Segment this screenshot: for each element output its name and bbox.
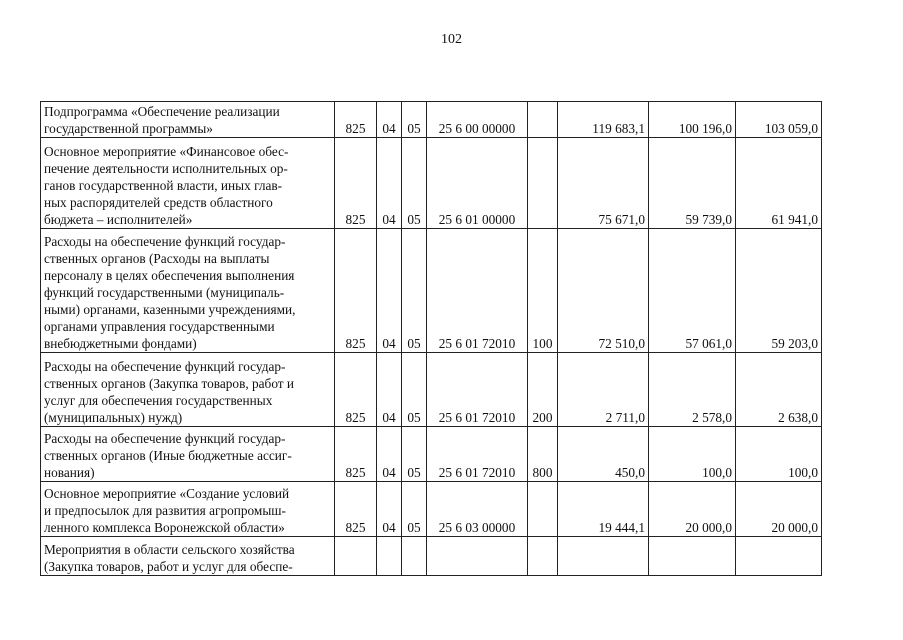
description-line: Основное мероприятие «Создание условий bbox=[44, 486, 290, 501]
expense-type-cell: 200 bbox=[528, 353, 558, 427]
table-row bbox=[41, 102, 822, 138]
amount-year3-cell: 100,0 bbox=[736, 427, 822, 482]
target-article-cell: 25 6 01 72010 bbox=[427, 427, 528, 482]
amount-year1-cell bbox=[558, 537, 649, 576]
amount-year2-cell: 20 000,0 bbox=[649, 482, 736, 537]
description-line: и предпосылок для развития агропромыш- bbox=[44, 503, 286, 518]
amount-year1-cell: 2 711,0 bbox=[558, 353, 649, 427]
amount-year3-cell: 2 638,0 bbox=[736, 353, 822, 427]
amount-year3-cell: 59 203,0 bbox=[736, 229, 822, 353]
expense-type-cell bbox=[528, 482, 558, 537]
description-cell bbox=[41, 427, 335, 482]
description-line: нования) bbox=[44, 465, 95, 480]
table-row bbox=[41, 427, 822, 482]
section-cell: 04 bbox=[377, 102, 402, 138]
amount-year2-cell: 59 739,0 bbox=[649, 138, 736, 229]
expense-type-cell bbox=[528, 138, 558, 229]
budget-table bbox=[40, 101, 822, 576]
description-line: ленного комплекса Воронежской области» bbox=[44, 520, 285, 535]
grbs-cell: 825 bbox=[335, 102, 377, 138]
section-cell: 04 bbox=[377, 138, 402, 229]
description-line: внебюджетными фондами) bbox=[44, 336, 197, 351]
section-cell bbox=[377, 537, 402, 576]
section-cell: 04 bbox=[377, 229, 402, 353]
description-line: Расходы на обеспечение функций государ- bbox=[44, 359, 286, 374]
target-article-cell: 25 6 00 00000 bbox=[427, 102, 528, 138]
grbs-cell: 825 bbox=[335, 482, 377, 537]
grbs-cell: 825 bbox=[335, 229, 377, 353]
description-cell bbox=[41, 138, 335, 229]
description-line: Мероприятия в области сельского хозяйства bbox=[44, 542, 295, 557]
table-row bbox=[41, 537, 822, 576]
page-number: 102 bbox=[441, 32, 462, 47]
table-row bbox=[41, 229, 822, 353]
target-article-cell: 25 6 01 00000 bbox=[427, 138, 528, 229]
amount-year3-cell: 103 059,0 bbox=[736, 102, 822, 138]
expense-type-cell bbox=[528, 537, 558, 576]
expense-type-cell: 800 bbox=[528, 427, 558, 482]
description-line: персоналу в целях обеспечения выполнения bbox=[44, 268, 295, 283]
expense-type-cell: 100 bbox=[528, 229, 558, 353]
amount-year1-cell: 72 510,0 bbox=[558, 229, 649, 353]
amount-year3-cell bbox=[736, 537, 822, 576]
description-cell bbox=[41, 353, 335, 427]
description-line: Подпрограмма «Обеспечение реализации bbox=[44, 104, 280, 119]
description-line: ганов государственной власти, иных глав- bbox=[44, 178, 283, 193]
description-line: Основное мероприятие «Финансовое обес- bbox=[44, 144, 289, 159]
description-line: ственных органов (Иные бюджетные ассиг- bbox=[44, 448, 292, 463]
section-cell: 04 bbox=[377, 482, 402, 537]
amount-year1-cell: 450,0 bbox=[558, 427, 649, 482]
grbs-cell: 825 bbox=[335, 353, 377, 427]
subsection-cell bbox=[402, 537, 427, 576]
description-line: печение деятельности исполнительных ор- bbox=[44, 161, 288, 176]
subsection-cell: 05 bbox=[402, 138, 427, 229]
expense-type-cell bbox=[528, 102, 558, 138]
description-line: ных распорядителей средств областного bbox=[44, 195, 273, 210]
amount-year2-cell bbox=[649, 537, 736, 576]
table-row bbox=[41, 353, 822, 427]
section-cell: 04 bbox=[377, 353, 402, 427]
target-article-cell: 25 6 01 72010 bbox=[427, 353, 528, 427]
description-line: услуг для обеспечения государственных bbox=[44, 393, 273, 408]
section-cell: 04 bbox=[377, 427, 402, 482]
amount-year2-cell: 100,0 bbox=[649, 427, 736, 482]
grbs-cell: 825 bbox=[335, 138, 377, 229]
subsection-cell: 05 bbox=[402, 353, 427, 427]
table-row bbox=[41, 482, 822, 537]
description-line: ственных органов (Закупка товаров, работ и bbox=[44, 376, 295, 391]
subsection-cell: 05 bbox=[402, 102, 427, 138]
grbs-cell: 825 bbox=[335, 427, 377, 482]
description-line: бюджета – исполнителей» bbox=[44, 212, 193, 227]
amount-year2-cell: 2 578,0 bbox=[649, 353, 736, 427]
description-cell bbox=[41, 102, 335, 138]
description-line: органами управления государственными bbox=[44, 319, 275, 334]
description-line: государственной программы» bbox=[44, 121, 213, 136]
description-line: Расходы на обеспечение функций государ- bbox=[44, 431, 286, 446]
description-line: (Закупка товаров, работ и услуг для обеспе- bbox=[44, 559, 293, 574]
amount-year3-cell: 20 000,0 bbox=[736, 482, 822, 537]
amount-year2-cell: 100 196,0 bbox=[649, 102, 736, 138]
target-article-cell bbox=[427, 537, 528, 576]
description-cell bbox=[41, 537, 335, 576]
subsection-cell: 05 bbox=[402, 427, 427, 482]
description-line: (муниципальных) нужд) bbox=[44, 410, 183, 425]
description-line: ственных органов (Расходы на выплаты bbox=[44, 251, 270, 266]
amount-year1-cell: 75 671,0 bbox=[558, 138, 649, 229]
amount-year2-cell: 57 061,0 bbox=[649, 229, 736, 353]
description-line: функций государственными (муниципаль- bbox=[44, 285, 285, 300]
description-line: ными) органами, казенными учреждениями, bbox=[44, 302, 296, 317]
description-cell bbox=[41, 482, 335, 537]
grbs-cell bbox=[335, 537, 377, 576]
description-cell bbox=[41, 229, 335, 353]
subsection-cell: 05 bbox=[402, 229, 427, 353]
amount-year3-cell: 61 941,0 bbox=[736, 138, 822, 229]
target-article-cell: 25 6 03 00000 bbox=[427, 482, 528, 537]
table-row bbox=[41, 138, 822, 229]
target-article-cell: 25 6 01 72010 bbox=[427, 229, 528, 353]
subsection-cell: 05 bbox=[402, 482, 427, 537]
amount-year1-cell: 19 444,1 bbox=[558, 482, 649, 537]
amount-year1-cell: 119 683,1 bbox=[558, 102, 649, 138]
description-line: Расходы на обеспечение функций государ- bbox=[44, 234, 286, 249]
